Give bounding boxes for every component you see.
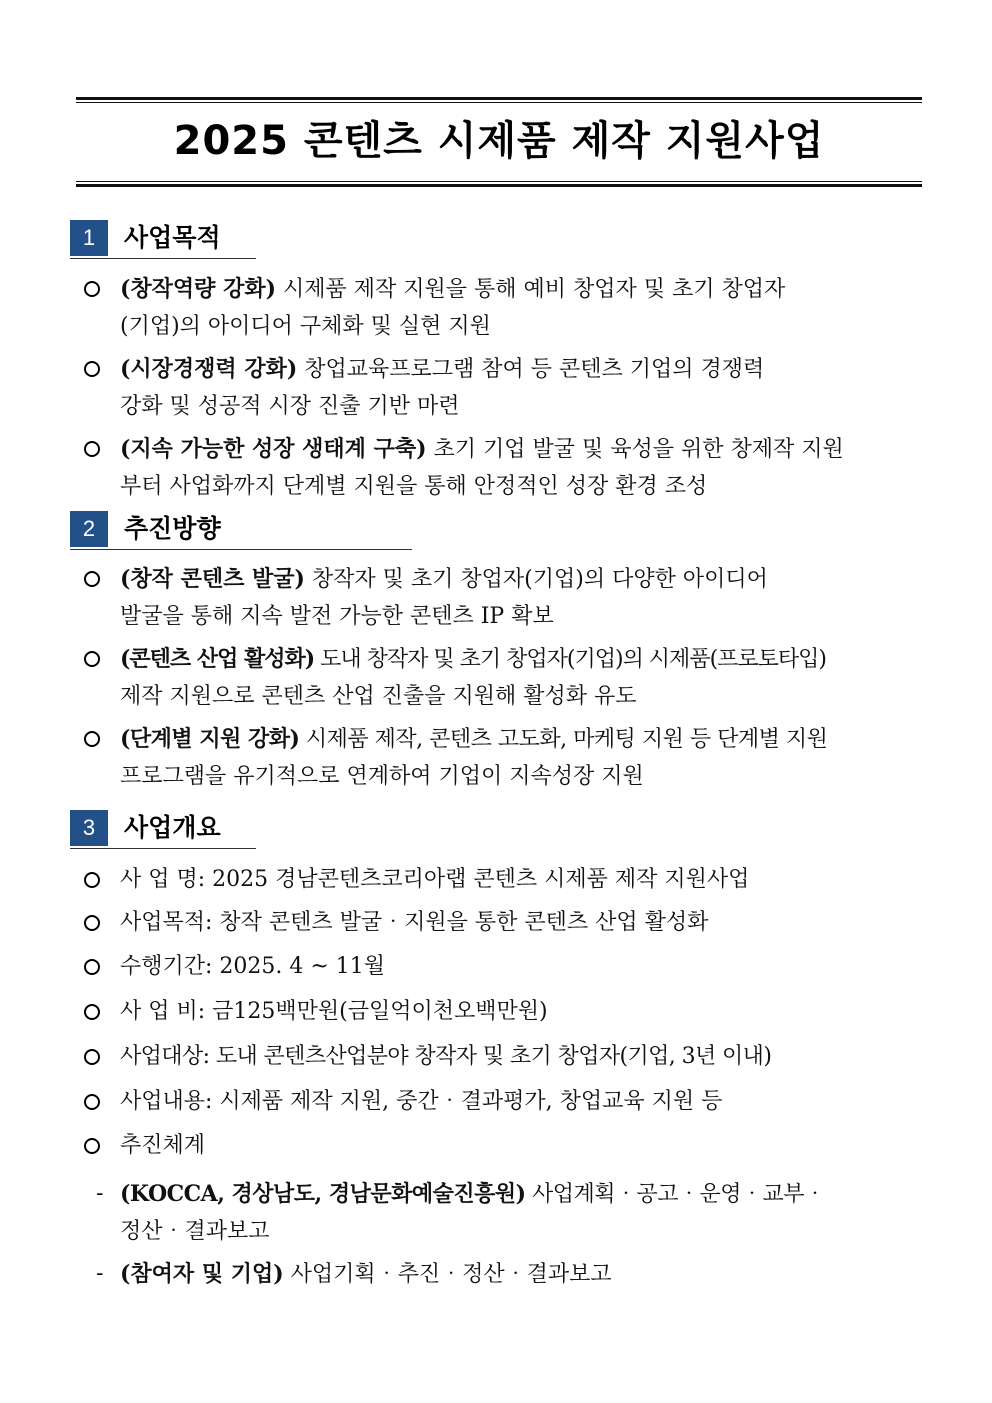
bullet-text: 초기 기업 발굴 및 육성을 위한 창제작 지원: [426, 437, 844, 462]
bullet-line-2: (기업)의 아이디어 구체화 및 실현 지원: [120, 314, 491, 339]
bullet-text: 시제품 제작 지원을 통해 예비 창업자 및 초기 창업자: [276, 277, 786, 302]
bullet-line-1: [120, 270, 785, 309]
bullet-text: 도내 창작자 및 초기 창업자(기업)의 시제품(프로토타입): [314, 647, 826, 672]
bullet-heading: (창작역량 강화): [120, 276, 276, 302]
circle-bullet-icon: [84, 959, 100, 975]
bullet-line-1: [120, 350, 764, 389]
bullet-line-2: 강화 및 성공적 시장 진출 기반 마련: [120, 394, 460, 419]
sub-item-line-1: [120, 1175, 826, 1214]
overview-text: 사 업 비: 금125백만원(금일억이천오백만원): [120, 999, 548, 1024]
circle-bullet-icon: [84, 651, 100, 667]
bullet-heading: (단계별 지원 강화): [120, 726, 300, 752]
overview-text: 추진체계: [120, 1133, 206, 1158]
section-number-badge: 1: [70, 220, 108, 256]
bullet-line-1: [120, 640, 826, 679]
circle-bullet-icon: [84, 1049, 100, 1065]
sub-item-text: 사업기획‧추진‧정산‧결과보고: [283, 1262, 612, 1287]
sub-item-heading: (KOCCA, 경상남도, 경남문화예술진흥원): [120, 1181, 526, 1207]
dash-marker: -: [96, 1181, 104, 1206]
section-number-badge: 3: [70, 810, 108, 846]
circle-bullet-icon: [84, 872, 100, 888]
circle-bullet-icon: [84, 1138, 100, 1154]
title-bottom-rule-thin: [76, 181, 922, 182]
bullet-heading: (창작 콘텐츠 발굴): [120, 566, 305, 592]
section-title: 사업개요: [124, 813, 221, 842]
bullet-text: 창작자 및 초기 창업자(기업)의 다양한 아이디어: [304, 567, 768, 592]
title-top-rule-thick: [76, 97, 922, 100]
section-title: 추진방향: [124, 514, 221, 543]
bullet-line-2: 프로그램을 유기적으로 연계하여 기업이 지속성장 지원: [120, 764, 644, 789]
section-underline: [70, 258, 256, 259]
bullet-line-2: 발굴을 통해 지속 발전 가능한 콘텐츠 IP 확보: [120, 604, 554, 629]
bullet-line-1: [120, 720, 827, 759]
title-bottom-rule-thick: [76, 184, 922, 187]
bullet-text: 시제품 제작, 콘텐츠 고도화, 마케팅 지원 등 단계별 지원: [299, 727, 828, 752]
circle-bullet-icon: [84, 915, 100, 931]
document-title: 2025 콘텐츠 시제품 제작 지원사업: [173, 118, 825, 164]
sub-item-text: 사업계획‧공고‧운영‧교부‧: [525, 1182, 826, 1207]
circle-bullet-icon: [84, 1004, 100, 1020]
bullet-line-1: [120, 430, 844, 469]
circle-bullet-icon: [84, 731, 100, 747]
bullet-line-2: 부터 사업화까지 단계별 지원을 통해 안정적인 성장 환경 조성: [120, 474, 708, 499]
overview-text: 사업내용: 시제품 제작 지원, 중간‧결과평가, 창업교육 지원 등: [120, 1089, 723, 1114]
bullet-heading: (시장경쟁력 강화): [120, 356, 298, 382]
overview-text: 사업대상: 도내 콘텐츠산업분야 창작자 및 초기 창업자(기업, 3년 이내): [120, 1044, 772, 1069]
overview-text: 수행기간: 2025. 4 ~ 11월: [120, 954, 386, 979]
circle-bullet-icon: [84, 361, 100, 377]
section-underline: [70, 549, 412, 550]
section-number-badge: 2: [70, 511, 108, 547]
bullet-heading: (콘텐츠 산업 활성화): [120, 646, 315, 672]
sub-item-line-1: [120, 1255, 612, 1294]
bullet-heading: (지속 가능한 성장 생태계 구축): [120, 436, 427, 462]
circle-bullet-icon: [84, 441, 100, 457]
circle-bullet-icon: [84, 1094, 100, 1110]
section-title: 사업목적: [124, 223, 221, 252]
dash-marker: -: [96, 1261, 104, 1286]
sub-item-line-2: 정산‧결과보고: [120, 1219, 270, 1244]
bullet-text: 창업교육프로그램 참여 등 콘텐츠 기업의 경쟁력: [297, 357, 765, 382]
sub-item-heading: (참여자 및 기업): [120, 1261, 284, 1287]
bullet-line-2: 제작 지원으로 콘텐츠 산업 진출을 지원해 활성화 유도: [120, 684, 637, 709]
circle-bullet-icon: [84, 571, 100, 587]
bullet-line-1: [120, 560, 768, 599]
section-underline: [70, 848, 256, 849]
overview-text: 사업목적: 창작 콘텐츠 발굴‧지원을 통한 콘텐츠 산업 활성화: [120, 910, 709, 935]
circle-bullet-icon: [84, 281, 100, 297]
title-top-rule-thin: [76, 102, 922, 103]
overview-text: 사 업 명: 2025 경남콘텐츠코리아랩 콘텐츠 시제품 제작 지원사업: [120, 867, 750, 892]
